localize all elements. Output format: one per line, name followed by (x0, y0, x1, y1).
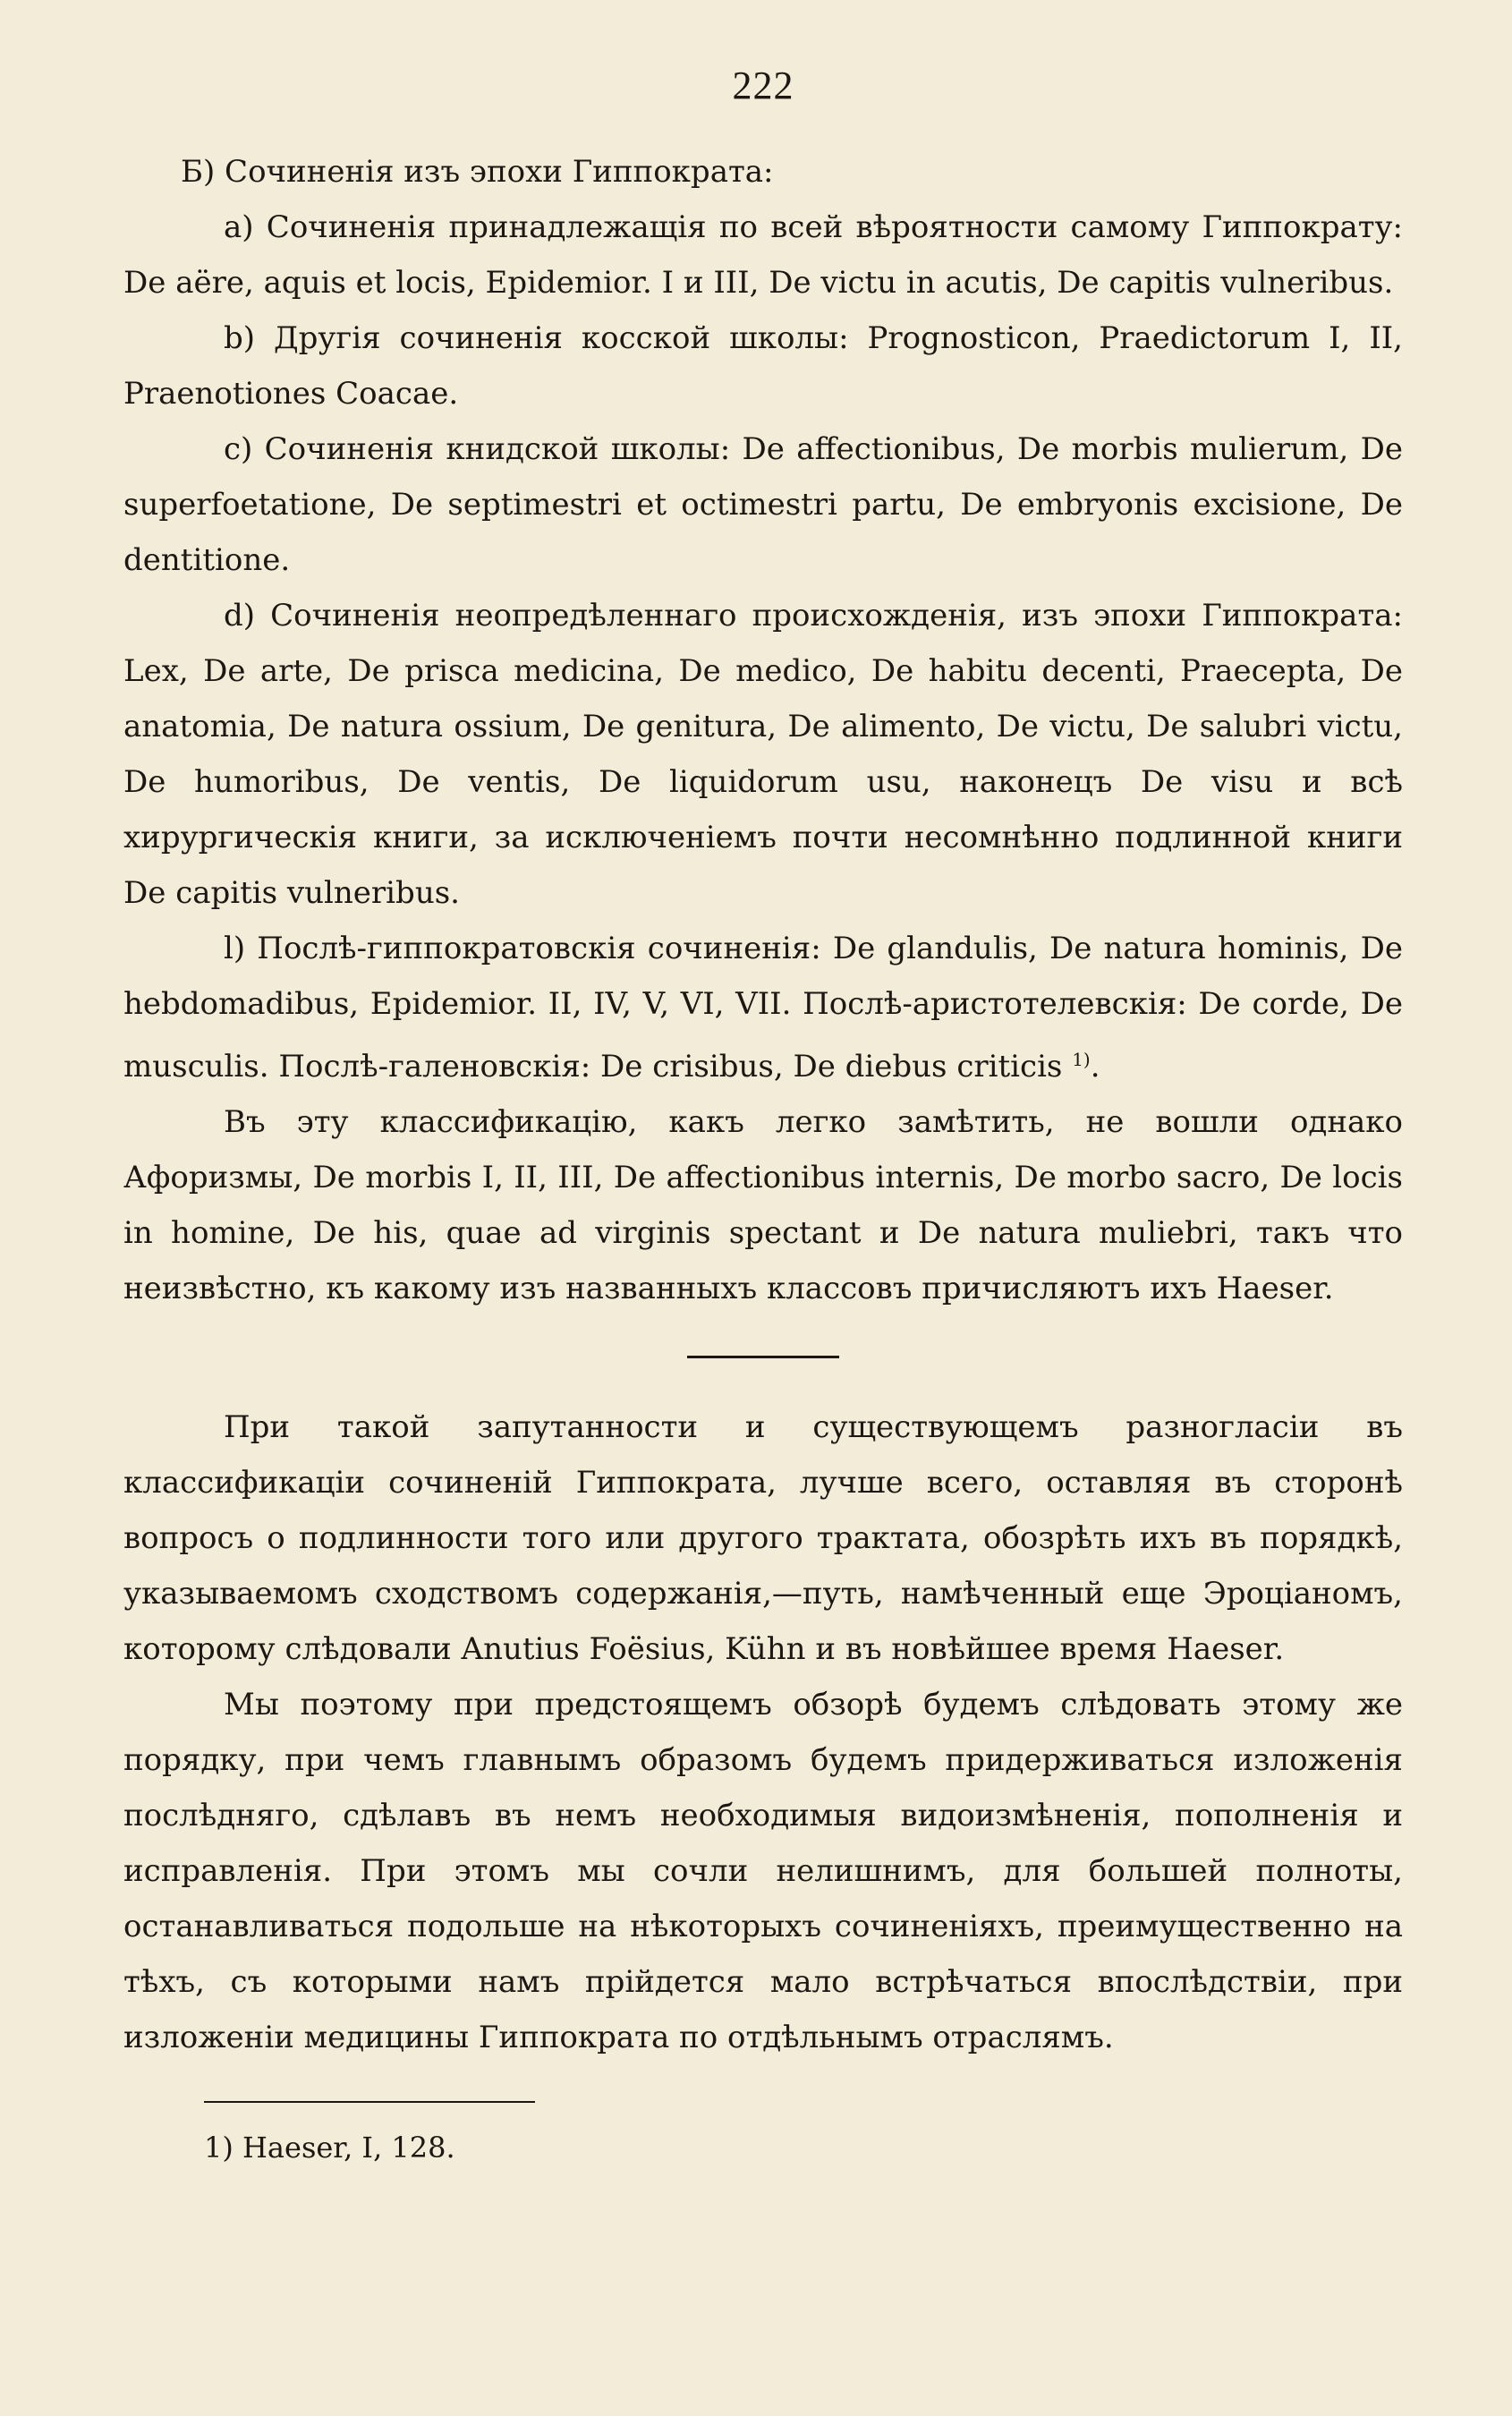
section-heading: Б) Сочиненія изъ эпохи Гиппократа: (181, 154, 774, 190)
item-d: d) Сочиненія неопредѣленнаго происхожденія, изъ эпохи Гиппократа: Lex, De arte, De prisca medicina, De medico, De habitu decenti, Praecepta, De anatomia, De natura ossium, De genitura, De alimento, De victu, De salubri victu, De humoribus, De ventis, De liquidorum usu, наконецъ De visu и всѣ хирургическія книги, за исключеніемъ почти несомнѣнно подлинной книги De capitis vulneribus. (123, 598, 1403, 911)
footnote: 1) Haeser, I, 128. (204, 2131, 455, 2165)
paragraph-method: Мы поэтому при предстоящемъ обзорѣ будемъ слѣдовать этому же порядку, при чемъ главнымъ образомъ будемъ придерживаться изложенія послѣдняго, сдѣлавъ въ немъ необходимыя видоизмѣненія, пополненія и исправленія. При этомъ мы сочли нелишнимъ, для большей полноты, останавливаться подольше на нѣкоторыхъ сочиненіяхъ, преимущественно на тѣхъ, съ которыми намъ прійдется мало встрѣчаться впослѣдствіи, при изложеніи медицины Гиппократа по отдѣльнымъ отраслямъ. (123, 1687, 1403, 2055)
footnote-ref: 1) (1072, 1049, 1091, 1070)
page-number: 222 (732, 64, 794, 107)
item-l-text: l) Послѣ-гиппократовскія сочиненія: De glandulis, De natura hominis, De hebdomadibus, Epidemior. II, IV, V, VI, VII. Послѣ-аристотелевскія: De corde, De musculis. Послѣ-галеновскія: De crisibus, De diebus criticis (123, 931, 1403, 1085)
footnote-rule (204, 2101, 535, 2103)
item-b: b) Другія сочиненія косской школы: Prognosticon, Praedictorum I, II, Praenotiones Coacae. (123, 320, 1403, 412)
item-c: c) Сочиненія книдской школы: De affectionibus, De morbis mulierum, De superfoetatione, De septimestri et octimestri partu, De embryonis excisione, De dentitione. (123, 431, 1403, 578)
paragraph-approach: При такой запутанности и существующемъ разногласіи въ классификаціи сочиненій Гиппократа, лучше всего, оставляя въ сторонѣ вопросъ о подлинности того или другого трактата, обозрѣть ихъ въ порядкѣ, указываемомъ сходствомъ содержанія,—путь, намѣченный еще Эроціаномъ, которому слѣдовали Anutius Foësius, Kühn и въ новѣйшее время Haeser. (123, 1409, 1403, 1667)
classification-note: Въ эту классификацію, какъ легко замѣтить, не вошли однако Афоризмы, De morbis I, II, III, De affectionibus internis, De morbo sacro, De locis in homine, De his, quae ad virginis spectant и De natura muliebri, такъ что неизвѣстно, къ какому изъ названныхъ классовъ причисляютъ ихъ Haeser. (123, 1104, 1403, 1306)
item-a: а) Сочиненія принадлежащія по всей вѣроятности самому Гиппократу: De aëre, aquis et locis, Epidemior. I и III, De victu in acutis, De capitis vulneribus. (123, 209, 1403, 301)
section-divider (687, 1356, 839, 1358)
item-l-end: . (1090, 1049, 1100, 1085)
document-page (123, 63, 1403, 2371)
item-l (123, 921, 1403, 1094)
